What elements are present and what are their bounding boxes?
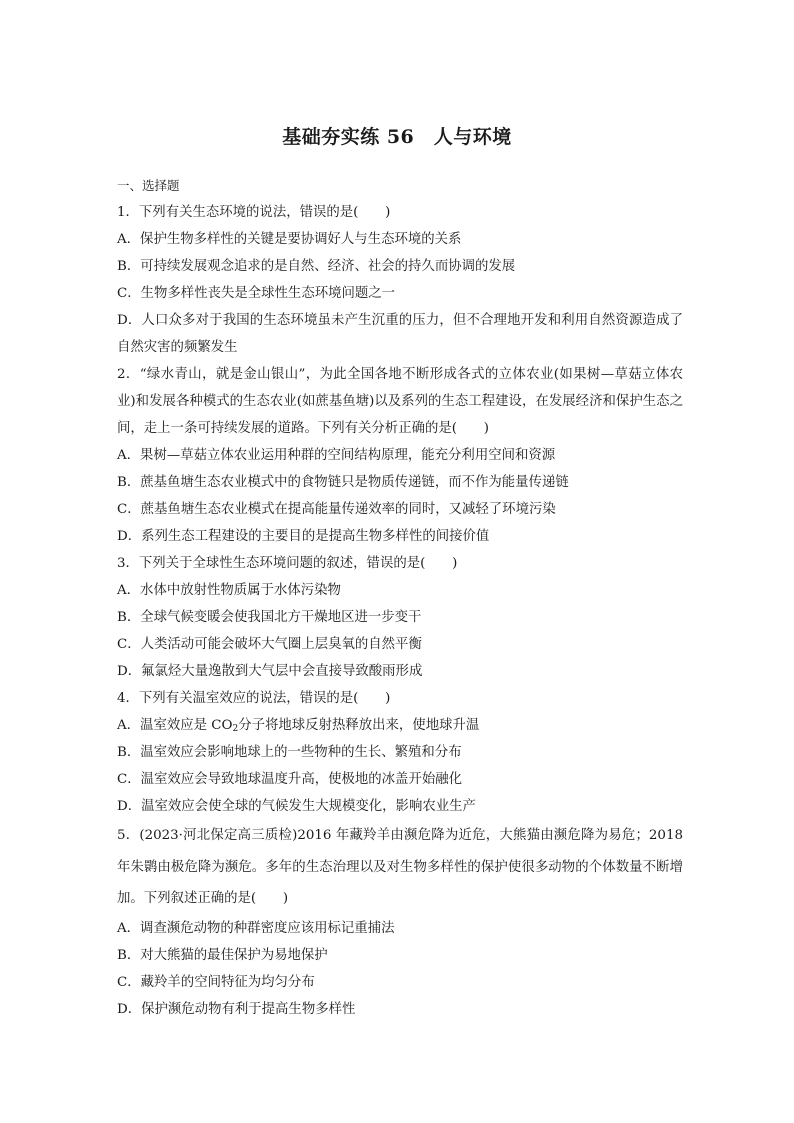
question-4-stem: 4．下列有关温室效应的说法，错误的是( ) <box>117 691 391 706</box>
question-3-option-d: D．氟氯烃大量逸散到大气层中会直接导致酸雨形成 <box>117 664 423 679</box>
question-4-option-a-rest: 分子将地球反射热释放出来，使地球升温 <box>238 718 480 733</box>
question-2-option-c: C．蔗基鱼塘生态农业模式在提高能量传递效率的同时，又减轻了环境污染 <box>117 502 556 517</box>
question-4-option-a-prefix: A．温室效应是 CO <box>117 718 233 733</box>
question-5-stem: 5．(2023·河北保定高三质检)2016 年藏羚羊由濒危降为近危，大熊猫由濒危降为易危；2018 年朱鹮由极危降为濒危。多年的生态治理以及对生物多样性的保护使很多动物的个体数量不断增加。下列叙述正确的是( ) <box>117 828 683 906</box>
question-list <box>117 172 683 1023</box>
question-2-option-d: D．系列生态工程建设的主要目的是提高生物多样性的间接价值 <box>117 529 490 544</box>
page-title: 基础夯实练 56 人与环境 <box>282 126 512 148</box>
question-5-option-d: D．保护濒危动物有利于提高生物多样性 <box>117 1001 356 1017</box>
question-1-option-a: A．保护生物多样性的关键是要协调好人与生态环境的关系 <box>117 232 462 247</box>
question-5-option-a: A．调查濒危动物的种群密度应该用标记重捕法 <box>117 920 395 936</box>
question-4-option-d: D．温室效应会使全球的气候发生大规模变化，影响农业生产 <box>117 799 476 814</box>
question-2-option-b: B．蔗基鱼塘生态农业模式中的食物链只是物质传递链，而不作为能量传递链 <box>117 475 569 490</box>
question-5-option-b: B．对大熊猫的最佳保护为易地保护 <box>117 947 328 963</box>
question-2-stem: 2．“绿水青山，就是金山银山”，为此全国各地不断形成各式的立体农业(如果树—草菇立体农业)和发展各种模式的生态农业(如蔗基鱼塘)以及系列的生态工程建设，在发展经济和保护生态之间，走上一条可持续发展的道路。下列有关分析正确的是( ) <box>117 367 683 436</box>
question-3-option-b: B．全球气候变暖会使我国北方干燥地区进一步变干 <box>117 610 422 625</box>
question-3-option-c: C．人类活动可能会破坏大气圈上层臭氧的自然平衡 <box>117 637 422 652</box>
question-1-option-d: D．人口众多对于我国的生态环境虽未产生沉重的压力，但不合理地开发和利用自然资源造成了自然灾害的频繁发生 <box>117 313 683 355</box>
co2-subscript: 2 <box>232 724 239 734</box>
question-4-option-b: B．温室效应会影响地球上的一些物种的生长、繁殖和分布 <box>117 745 462 760</box>
question-2-option-a: A．果树—草菇立体农业运用种群的空间结构原理，能充分利用空间和资源 <box>117 448 556 463</box>
question-5-option-c: C．藏羚羊的空间特征为均匀分布 <box>117 974 315 990</box>
question-4-option-c: C．温室效应会导致地球温度升高，使极地的冰盖开始融化 <box>117 772 463 787</box>
question-1-stem: 1．下列有关生态环境的说法，错误的是( ) <box>117 205 391 220</box>
question-4-option-a <box>117 712 683 739</box>
question-3-option-a: A．水体中放射性物质属于水体污染物 <box>117 583 341 598</box>
question-1-option-b: B．可持续发展观念追求的是自然、经济、社会的持久而协调的发展 <box>117 259 516 274</box>
question-3-stem: 3．下列关于全球性生态环境问题的叙述，错误的是( ) <box>117 556 458 571</box>
section-heading: 一、选择题 <box>117 178 180 193</box>
question-1-option-c: C．生物多样性丧失是全球性生态环境问题之一 <box>117 286 396 301</box>
